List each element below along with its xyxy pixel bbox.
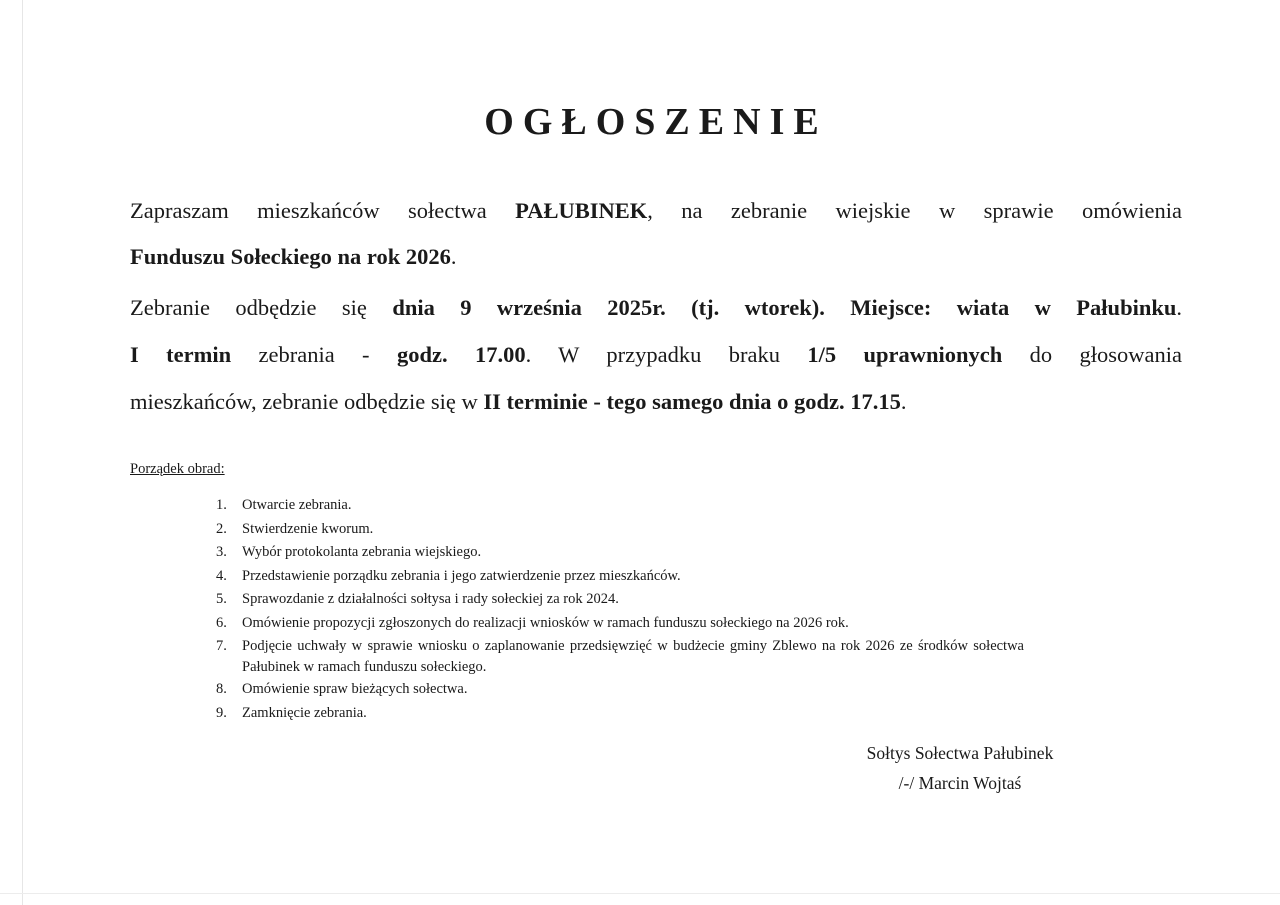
agenda-item-number: 4. [216,567,227,584]
first-term-time: godz. 17.00 [396,342,526,367]
line1-text-c: , na zebranie wiejskie w sprawie omówienia [647,198,1182,223]
paragraph-line-4 [130,340,1182,370]
agenda-item [190,588,1024,612]
paragraph-line-1 [130,196,1182,226]
agenda-item-text: Podjęcie uchwały w sprawie wniosku o zaplanowanie przedsięwzięć w budżecie gminy Zblewo na rok 2026 ze środków sołectwa Pałubinek w ramach funduszu sołeckiego. [242,638,1024,675]
agenda-item [190,518,1024,542]
paragraph-line-2 [130,242,1182,272]
agenda-item-text: Otwarcie zebrania. [242,497,352,513]
agenda-item-text: Sprawozdanie z działalności sołtysa i rady sołeckiej za rok 2024. [242,591,619,607]
agenda-item-number: 2. [216,520,227,537]
line3-text-a: Zebranie odbędzie się [130,295,393,320]
agenda-item-text: Przedstawienie porządku zebrania i jego zatwierdzenie przez mieszkańców. [242,567,681,584]
meeting-date-place: dnia 9 września 2025r. (tj. wtorek). Miejsce: wiata w Pałubinku [392,295,1177,320]
signature-name: /-/ Marcin Wojtaś [898,773,1022,793]
line3-text-c: . [1176,295,1182,320]
agenda-item [190,678,1024,702]
agenda-item-number: 5. [216,591,227,607]
signature-block [820,738,1100,798]
agenda-item [190,702,1024,726]
first-term-label: I termin [130,342,232,367]
line5-text-a: mieszkańców, zebranie odbędzie się w [130,389,484,414]
agenda-item [190,541,1024,565]
village-name: PAŁUBINEK [515,198,648,223]
agenda-item-number: 7. [216,638,227,654]
agenda-item-text: Zamknięcie zebrania. [242,704,367,721]
quorum-fraction: 1/5 uprawnionych [807,342,1003,367]
agenda-title: Porządek obrad: [130,461,225,477]
agenda-item [190,635,1024,678]
agenda-item-text: Wybór protokolanta zebrania wiejskiego. [242,544,482,560]
line5-text-c: . [900,389,907,414]
line4-text-a3: do głosowania [1002,342,1183,367]
agenda-item-text: Omówienie propozycji zgłoszonych do realizacji wniosków w ramach funduszu sołeckiego na 2026 rok. [242,614,849,631]
paragraph-line-5 [130,387,1182,417]
line1-text-a: Zapraszam mieszkańców sołectwa [130,198,516,223]
agenda-item-text: Stwierdzenie kworum. [242,520,374,537]
agenda-item [190,494,1024,518]
announcement-title: OGŁOSZENIE [484,101,828,143]
agenda-item-number: 1. [216,497,227,513]
scan-bottom-line [0,893,1280,894]
second-term-time: II terminie - tego samego dnia o godz. 17.15 [483,389,901,414]
line4-text-a1: zebrania - [231,342,397,367]
line4-text-a2: . W przypadku braku [525,342,808,367]
line2-text-c: . [450,244,457,269]
agenda-list [190,494,1024,725]
agenda-item-number: 9. [216,704,227,721]
paragraph-line-3 [130,293,1182,323]
agenda-item [190,565,1024,589]
agenda-item-text: Omówienie spraw bieżących sołectwa. [242,681,468,697]
agenda-item-number: 8. [216,681,227,697]
agenda-item-number: 6. [216,614,227,631]
agenda-item-number: 3. [216,544,227,560]
agenda-item [190,612,1024,636]
fund-name: Funduszu Sołeckiego na rok 2026 [130,244,451,269]
signature-role: Sołtys Sołectwa Pałubinek [866,743,1054,763]
